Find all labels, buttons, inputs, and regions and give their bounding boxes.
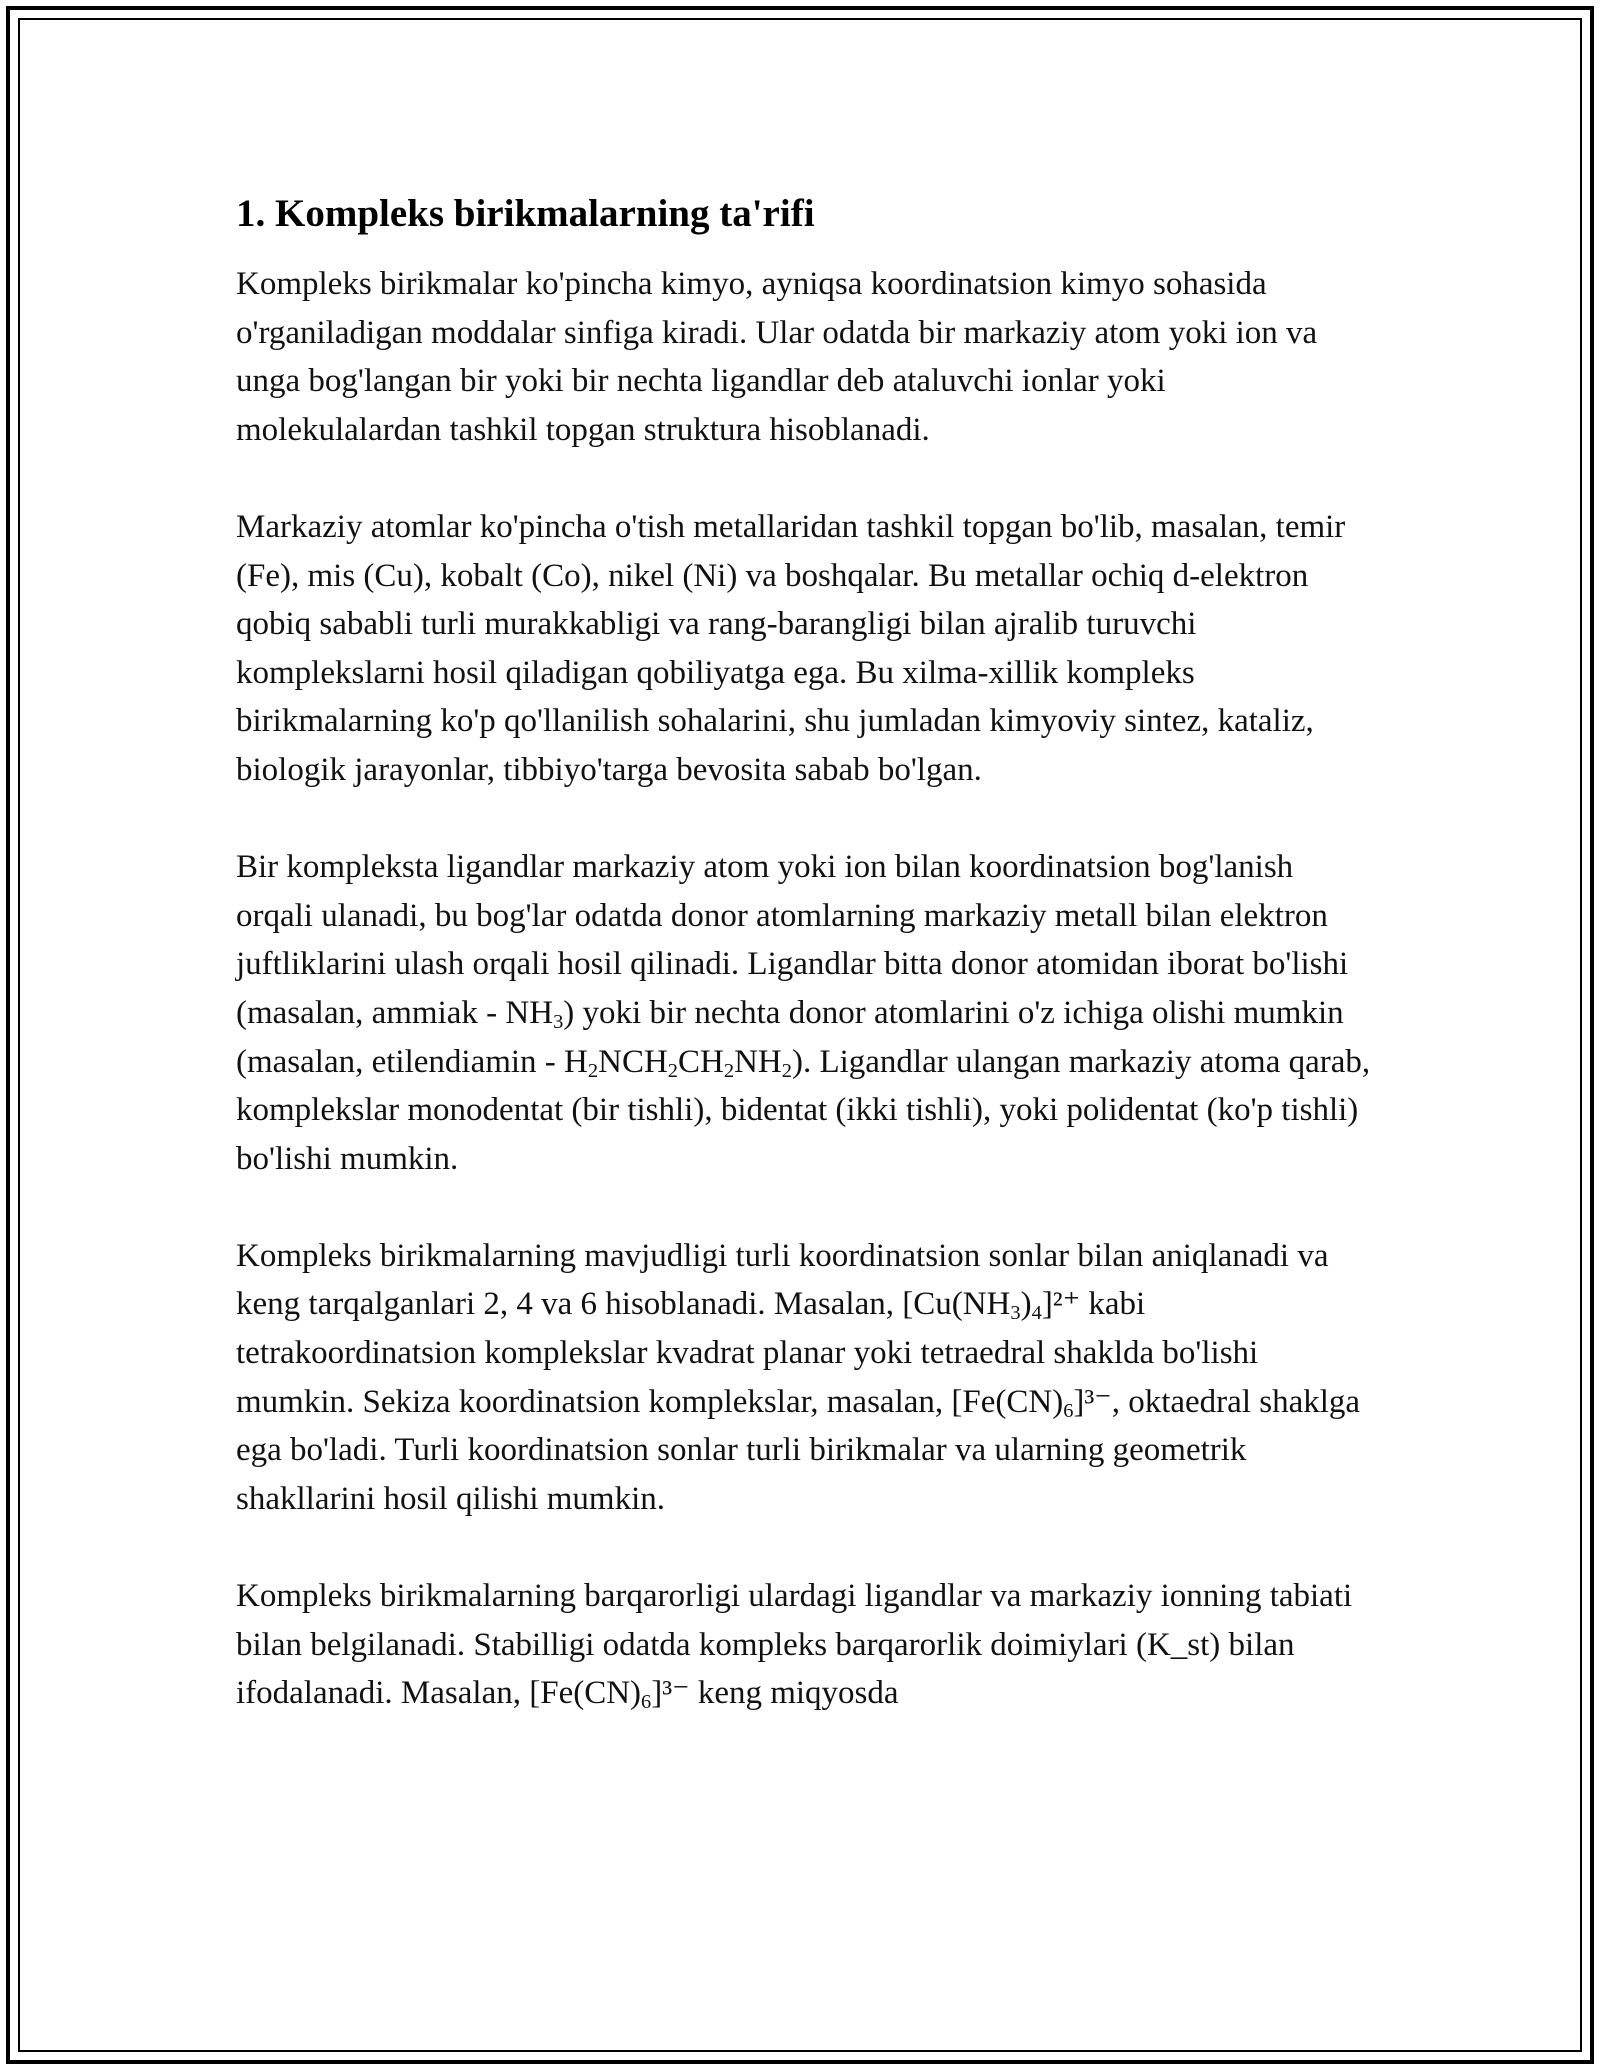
text-run: Kompleks birikmalarning mavjudligi turli koordinatsion sonlar bilan aniqlanadi va keng tarqalganlari 2, 4 va 6 hisoblanadi. Masalan, [Cu(NH [236, 1237, 1329, 1323]
subscript: 6 [1063, 1399, 1074, 1422]
subscript: 6 [641, 1691, 652, 1714]
subscript: 4 [1031, 1302, 1042, 1325]
paragraph-4 [236, 1232, 1376, 1524]
paragraph-3 [236, 843, 1376, 1183]
text-run: ) yoki bir nechta donor atomlarini o'z ichiga olishi mumkin (masalan, etilendiamin - H [236, 994, 1344, 1080]
text-run: ) [1020, 1286, 1032, 1323]
subscript: 3 [553, 1011, 564, 1034]
text-run: ]²⁺ kabi tetrakoordinatsion komplekslar kvadrat planar yoki tetraedral shaklda bo'lishi mumkin. Sekiza koordinatsion komplekslar, masalan, [Fe(CN) [236, 1286, 1259, 1420]
text-run: CH [678, 1043, 724, 1080]
text-run: NCH [598, 1043, 668, 1080]
text-run: ]³⁻ keng miqyosda [651, 1675, 899, 1712]
text-run: ). Ligandlar ulangan markaziy atoma qarab, komplekslar monodentat (bir tishli), bidentat (ikki tishli), yoki polidentat (ko'p tishli) bo'lishi mumkin. [236, 1043, 1371, 1177]
subscript: 3 [1010, 1302, 1021, 1325]
document-body [236, 188, 1376, 1766]
text-run: Kompleks birikmalarning barqarorligi ulardagi ligandlar va markaziy ionning tabiati bilan belgilanadi. Stabilligi odatda kompleks barqarorlik doimiylari (K_st) bilan ifodalanadi. Masalan, [Fe(CN) [236, 1578, 1353, 1712]
text-run: ]³⁻, oktaedral shaklga ega bo'ladi. Turli koordinatsion sonlar turli birikmalar va ularning geometrik shakllarini hosil qilishi mumkin. [236, 1383, 1361, 1517]
section-heading: 1. Kompleks birikmalarning ta'rifi [236, 192, 815, 235]
subscript: 2 [781, 1059, 792, 1082]
text-run: NH [734, 1043, 782, 1080]
subscript: 2 [723, 1059, 735, 1082]
paragraph-2: Markaziy atomlar ko'pincha o'tish metallaridan tashkil topgan bo'lib, masalan, temir (Fe), mis (Cu), kobalt (Co), nikel (Ni) va boshqalar. Bu metallar ochiq d-elektron qobiq sababli turli murakkabligi va rang-barangligi bilan ajralib turuvchi komplekslarni hosil qiladigan qobiliyatga ega. Bu xilma-xillik kompleks birikmalarning ko'p qo'llanilish sohalarini, shu jumladan kimyoviy sintez, kataliz, biologik jarayonlar, tibbiyo'targa bevosita sabab bo'lgan. [236, 508, 1346, 788]
paragraph-5 [236, 1572, 1376, 1718]
paragraph-1: Kompleks birikmalar ko'pincha kimyo, ayniqsa koordinatsion kimyo sohasida o'rganiladigan moddalar sinfiga kiradi. Ular odatda bir markaziy atom yoki ion va unga bog'langan bir yoki bir nechta ligandlar deb ataluvchi ionlar yoki molekulalardan tashkil topgan struktura hisoblanadi. [236, 266, 1318, 448]
subscript: 2 [587, 1059, 599, 1082]
text-run: Bir kompleksta ligandlar markaziy atom yoki ion bilan koordinatsion bog'lanish orqali ulanadi, bu bog'lar odatda donor atomlarning markaziy metall bilan elektron juftliklarini ulash orqali hosil qilinadi. Ligandlar bitta donor atomidan iborat bo'lishi (masalan, ammiak - NH [236, 849, 1349, 1031]
subscript: 2 [667, 1059, 679, 1082]
